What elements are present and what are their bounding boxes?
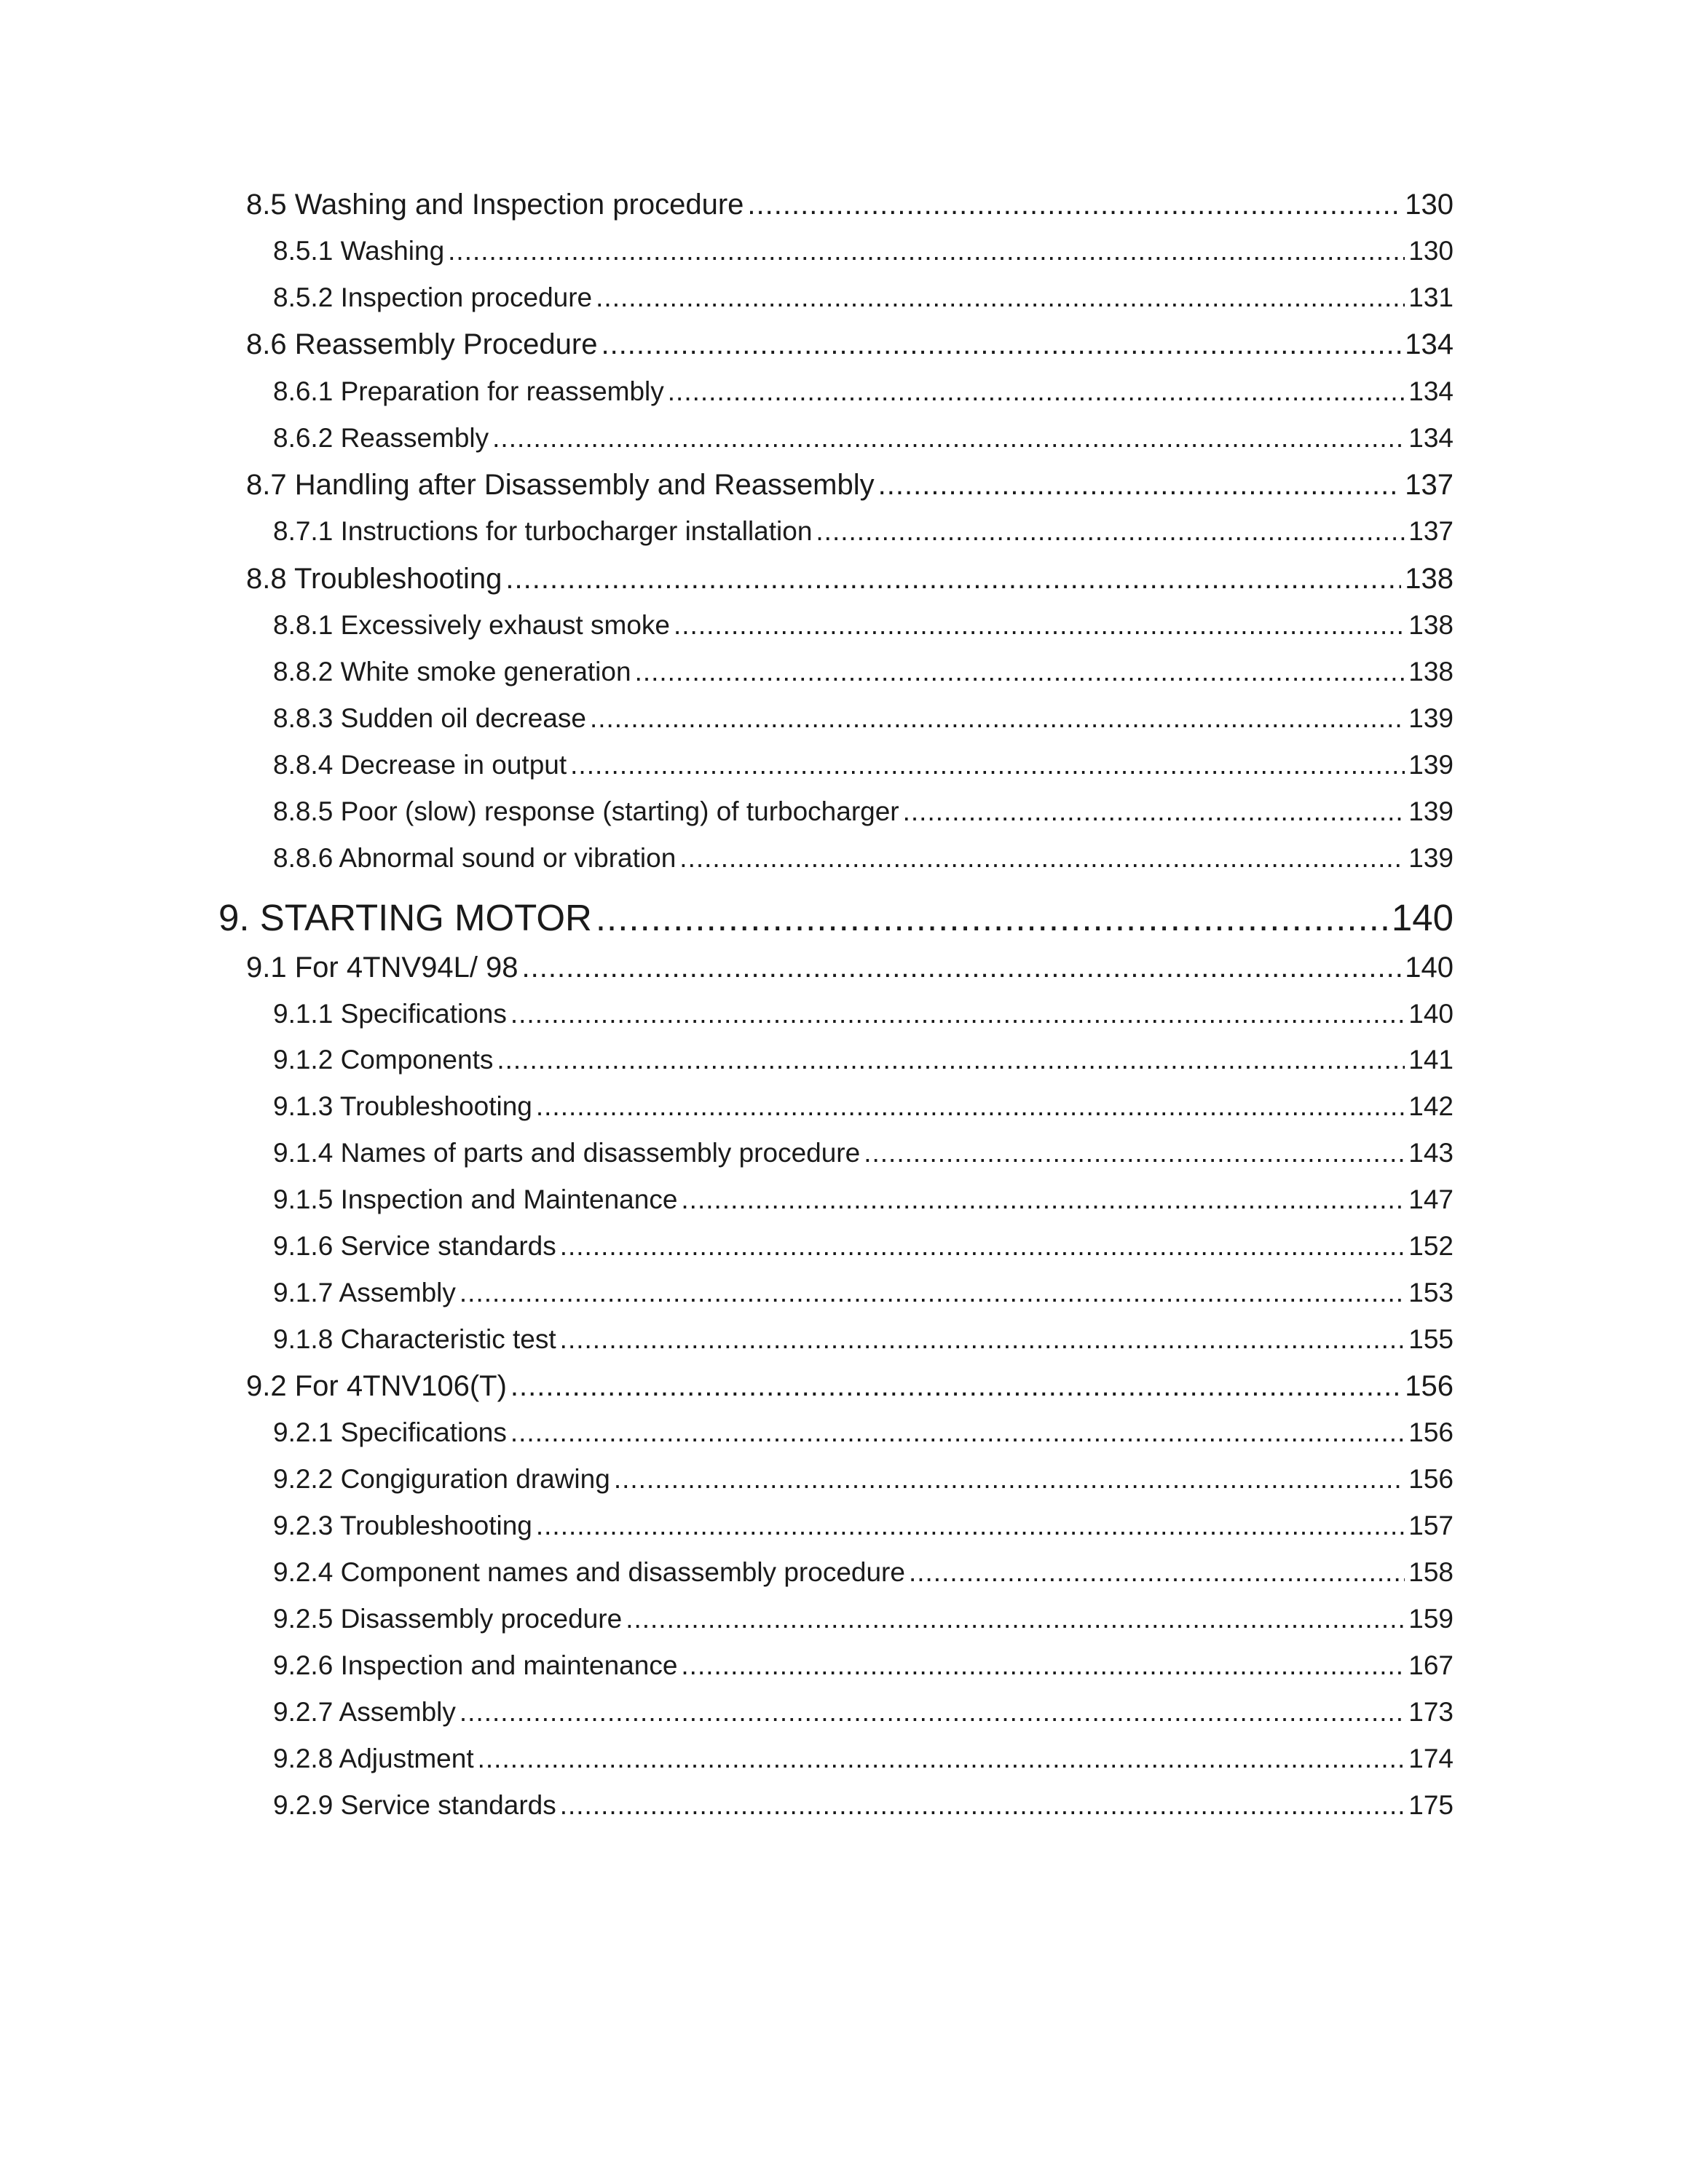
toc-entry-page: 137 (1405, 469, 1454, 501)
toc-entry-page: 152 (1408, 1231, 1454, 1261)
toc-entry-page: 156 (1408, 1464, 1454, 1494)
toc-entry-page: 142 (1408, 1091, 1454, 1121)
toc-entry[interactable] (273, 1511, 1454, 1542)
toc-entry-title: 9.1.6 Service standards (273, 1231, 556, 1261)
toc-entry-title: 9.1.4 Names of parts and disassembly procedure (273, 1138, 861, 1168)
dot-leader (747, 188, 1401, 221)
toc-entry[interactable] (273, 236, 1454, 267)
toc-entry-page: 175 (1408, 1790, 1454, 1820)
dot-leader (601, 328, 1401, 361)
toc-entry-page: 134 (1408, 376, 1454, 406)
toc-entry[interactable] (273, 1557, 1454, 1588)
toc-entry-title: 9. STARTING MOTOR (218, 897, 592, 938)
dot-leader (492, 423, 1405, 454)
toc-entry-page: 140 (1391, 897, 1454, 938)
toc-entry-title: 9.2.7 Assembly (273, 1697, 456, 1727)
toc-entry[interactable] (273, 1184, 1454, 1216)
toc-entry-page: 138 (1408, 610, 1454, 640)
toc-entry-page: 137 (1408, 516, 1454, 546)
toc-entry-page: 143 (1408, 1138, 1454, 1168)
toc-entry-title: 8.5.2 Inspection procedure (273, 282, 593, 312)
toc-entry-title: 8.7.1 Instructions for turbocharger installation (273, 516, 813, 546)
toc-entry-page: 140 (1405, 951, 1454, 984)
toc-entry-page: 157 (1408, 1511, 1454, 1540)
toc-entry[interactable] (273, 1231, 1454, 1262)
toc-entry-title: 9.1.7 Assembly (273, 1278, 456, 1307)
toc-entry-title: 8.8.2 White smoke generation (273, 657, 631, 687)
toc-entry[interactable] (273, 1744, 1454, 1775)
toc-entry-page: 134 (1408, 423, 1454, 453)
toc-entry-page: 141 (1408, 1045, 1454, 1075)
toc-entry-title: 8.5 Washing and Inspection procedure (246, 189, 744, 221)
toc-entry[interactable] (246, 951, 1454, 984)
dot-leader (560, 1324, 1405, 1356)
toc-entry-title: 9.2.6 Inspection and maintenance (273, 1650, 678, 1680)
toc-entry-page: 155 (1408, 1324, 1454, 1354)
toc-entry-title: 8.8 Troubleshooting (246, 563, 502, 595)
toc-entry-title: 9.2.1 Specifications (273, 1417, 507, 1447)
toc-entry[interactable] (273, 750, 1454, 781)
toc-entry-page: 156 (1405, 1370, 1454, 1402)
toc-entry[interactable] (273, 657, 1454, 688)
toc-entry[interactable] (246, 328, 1454, 361)
dot-leader (560, 1790, 1405, 1821)
dot-leader (596, 282, 1405, 314)
toc-entry[interactable] (273, 703, 1454, 735)
toc-entry-title: 9.1.3 Troubleshooting (273, 1091, 532, 1121)
toc-entry-page: 139 (1408, 703, 1454, 733)
toc-entry-title: 9.2.5 Disassembly procedure (273, 1604, 623, 1634)
toc-entry-page: 139 (1408, 843, 1454, 873)
toc-entry[interactable] (273, 1697, 1454, 1728)
toc-entry-title: 9.1 For 4TNV94L/ 98 (246, 951, 518, 984)
toc-entry-title: 8.8.6 Abnormal sound or vibration (273, 843, 677, 873)
toc-entry[interactable] (273, 423, 1454, 454)
toc-entry[interactable] (273, 376, 1454, 408)
dot-leader (510, 1417, 1405, 1449)
toc-entry-page: 131 (1408, 282, 1454, 312)
toc-entry-page: 167 (1408, 1650, 1454, 1680)
dot-leader (626, 1604, 1405, 1635)
dot-leader (590, 703, 1405, 735)
toc-entry[interactable] (273, 999, 1454, 1030)
dot-leader (614, 1464, 1405, 1495)
toc-entry[interactable] (273, 1417, 1454, 1449)
toc-entry[interactable] (273, 1091, 1454, 1123)
toc-entry-title: 9.2.3 Troubleshooting (273, 1511, 532, 1540)
toc-entry-page: 138 (1408, 657, 1454, 687)
toc-entry[interactable] (273, 610, 1454, 641)
toc-entry-title: 9.1.2 Components (273, 1045, 494, 1075)
toc-entry-page: 156 (1408, 1417, 1454, 1447)
toc-entry[interactable] (246, 562, 1454, 596)
toc-entry-page: 147 (1408, 1184, 1454, 1214)
toc-entry-title: 9.2.2 Congiguration drawing (273, 1464, 610, 1494)
dot-leader (679, 843, 1405, 874)
dot-leader (510, 999, 1405, 1030)
dot-leader (505, 562, 1401, 596)
dot-leader (668, 376, 1405, 408)
dot-leader (536, 1511, 1405, 1542)
toc-entry-title: 9.1.1 Specifications (273, 999, 507, 1029)
toc-entry-title: 8.8.4 Decrease in output (273, 750, 567, 780)
toc-entry-title: 8.8.3 Sudden oil decrease (273, 703, 586, 733)
toc-entry[interactable] (273, 1324, 1454, 1356)
toc-entry-page: 139 (1408, 796, 1454, 826)
toc-entry[interactable] (273, 1045, 1454, 1076)
toc-entry[interactable] (273, 843, 1454, 874)
toc-entry[interactable] (246, 1369, 1454, 1403)
toc-entry-title: 9.1.5 Inspection and Maintenance (273, 1184, 678, 1214)
dot-leader (478, 1744, 1405, 1775)
dot-leader (816, 516, 1405, 547)
toc-entry-page: 173 (1408, 1697, 1454, 1727)
toc-entry-title: 8.6.1 Preparation for reassembly (273, 376, 664, 406)
dot-leader (497, 1045, 1405, 1076)
toc-entry-page: 138 (1405, 563, 1454, 595)
toc-chapter-entry[interactable] (218, 897, 1454, 940)
dot-leader (681, 1650, 1405, 1682)
dot-leader (448, 236, 1405, 267)
dot-leader (864, 1138, 1405, 1169)
toc-entry[interactable] (246, 468, 1454, 502)
dot-leader (681, 1184, 1405, 1216)
toc-entry-page: 159 (1408, 1604, 1454, 1634)
toc-entry[interactable] (273, 1138, 1454, 1169)
toc-entry-page: 134 (1405, 328, 1454, 360)
toc-entry-title: 9.2 For 4TNV106(T) (246, 1370, 507, 1402)
toc-entry[interactable] (273, 1604, 1454, 1635)
dot-leader (674, 610, 1405, 641)
toc-entry[interactable] (273, 1650, 1454, 1682)
toc-entry-title: 8.7 Handling after Disassembly and Reassembly (246, 469, 875, 501)
dot-leader (570, 750, 1405, 781)
toc-entry[interactable] (273, 1278, 1454, 1309)
toc-entry-page: 140 (1408, 999, 1454, 1029)
toc-entry-title: 9.2.9 Service standards (273, 1790, 556, 1820)
toc-entry-title: 8.8.1 Excessively exhaust smoke (273, 610, 670, 640)
toc-entry-page: 153 (1408, 1278, 1454, 1307)
dot-leader (460, 1697, 1405, 1728)
toc-entry-page: 130 (1405, 189, 1454, 221)
toc-entry-page: 174 (1408, 1744, 1454, 1773)
dot-leader (903, 796, 1405, 828)
dot-leader (909, 1557, 1405, 1588)
toc-entry[interactable] (246, 188, 1454, 221)
toc-entry-title: 8.8.5 Poor (slow) response (starting) of turbocharger (273, 796, 899, 826)
toc-entry[interactable] (273, 516, 1454, 547)
dot-leader (635, 657, 1405, 688)
dot-leader (560, 1231, 1405, 1262)
dot-leader (878, 468, 1402, 502)
toc-entry[interactable] (273, 1790, 1454, 1821)
toc-entry-title: 8.5.1 Washing (273, 236, 445, 266)
toc-entry-title: 8.6 Reassembly Procedure (246, 328, 598, 360)
toc-entry-page: 139 (1408, 750, 1454, 780)
toc-entry-page: 158 (1408, 1557, 1454, 1587)
dot-leader (460, 1278, 1405, 1309)
toc-entry[interactable] (273, 282, 1454, 314)
toc-entry-title: 9.2.4 Component names and disassembly procedure (273, 1557, 905, 1587)
toc-entry[interactable] (273, 796, 1454, 828)
dot-leader (522, 951, 1402, 984)
toc-entry-page: 130 (1408, 236, 1454, 266)
dot-leader (510, 1369, 1401, 1403)
dot-leader (536, 1091, 1405, 1123)
toc-entry-title: 9.2.8 Adjustment (273, 1744, 474, 1773)
toc-entry[interactable] (273, 1464, 1454, 1495)
dot-leader (596, 897, 1388, 940)
toc-entry-title: 9.1.8 Characteristic test (273, 1324, 556, 1354)
toc-entry-title: 8.6.2 Reassembly (273, 423, 489, 453)
